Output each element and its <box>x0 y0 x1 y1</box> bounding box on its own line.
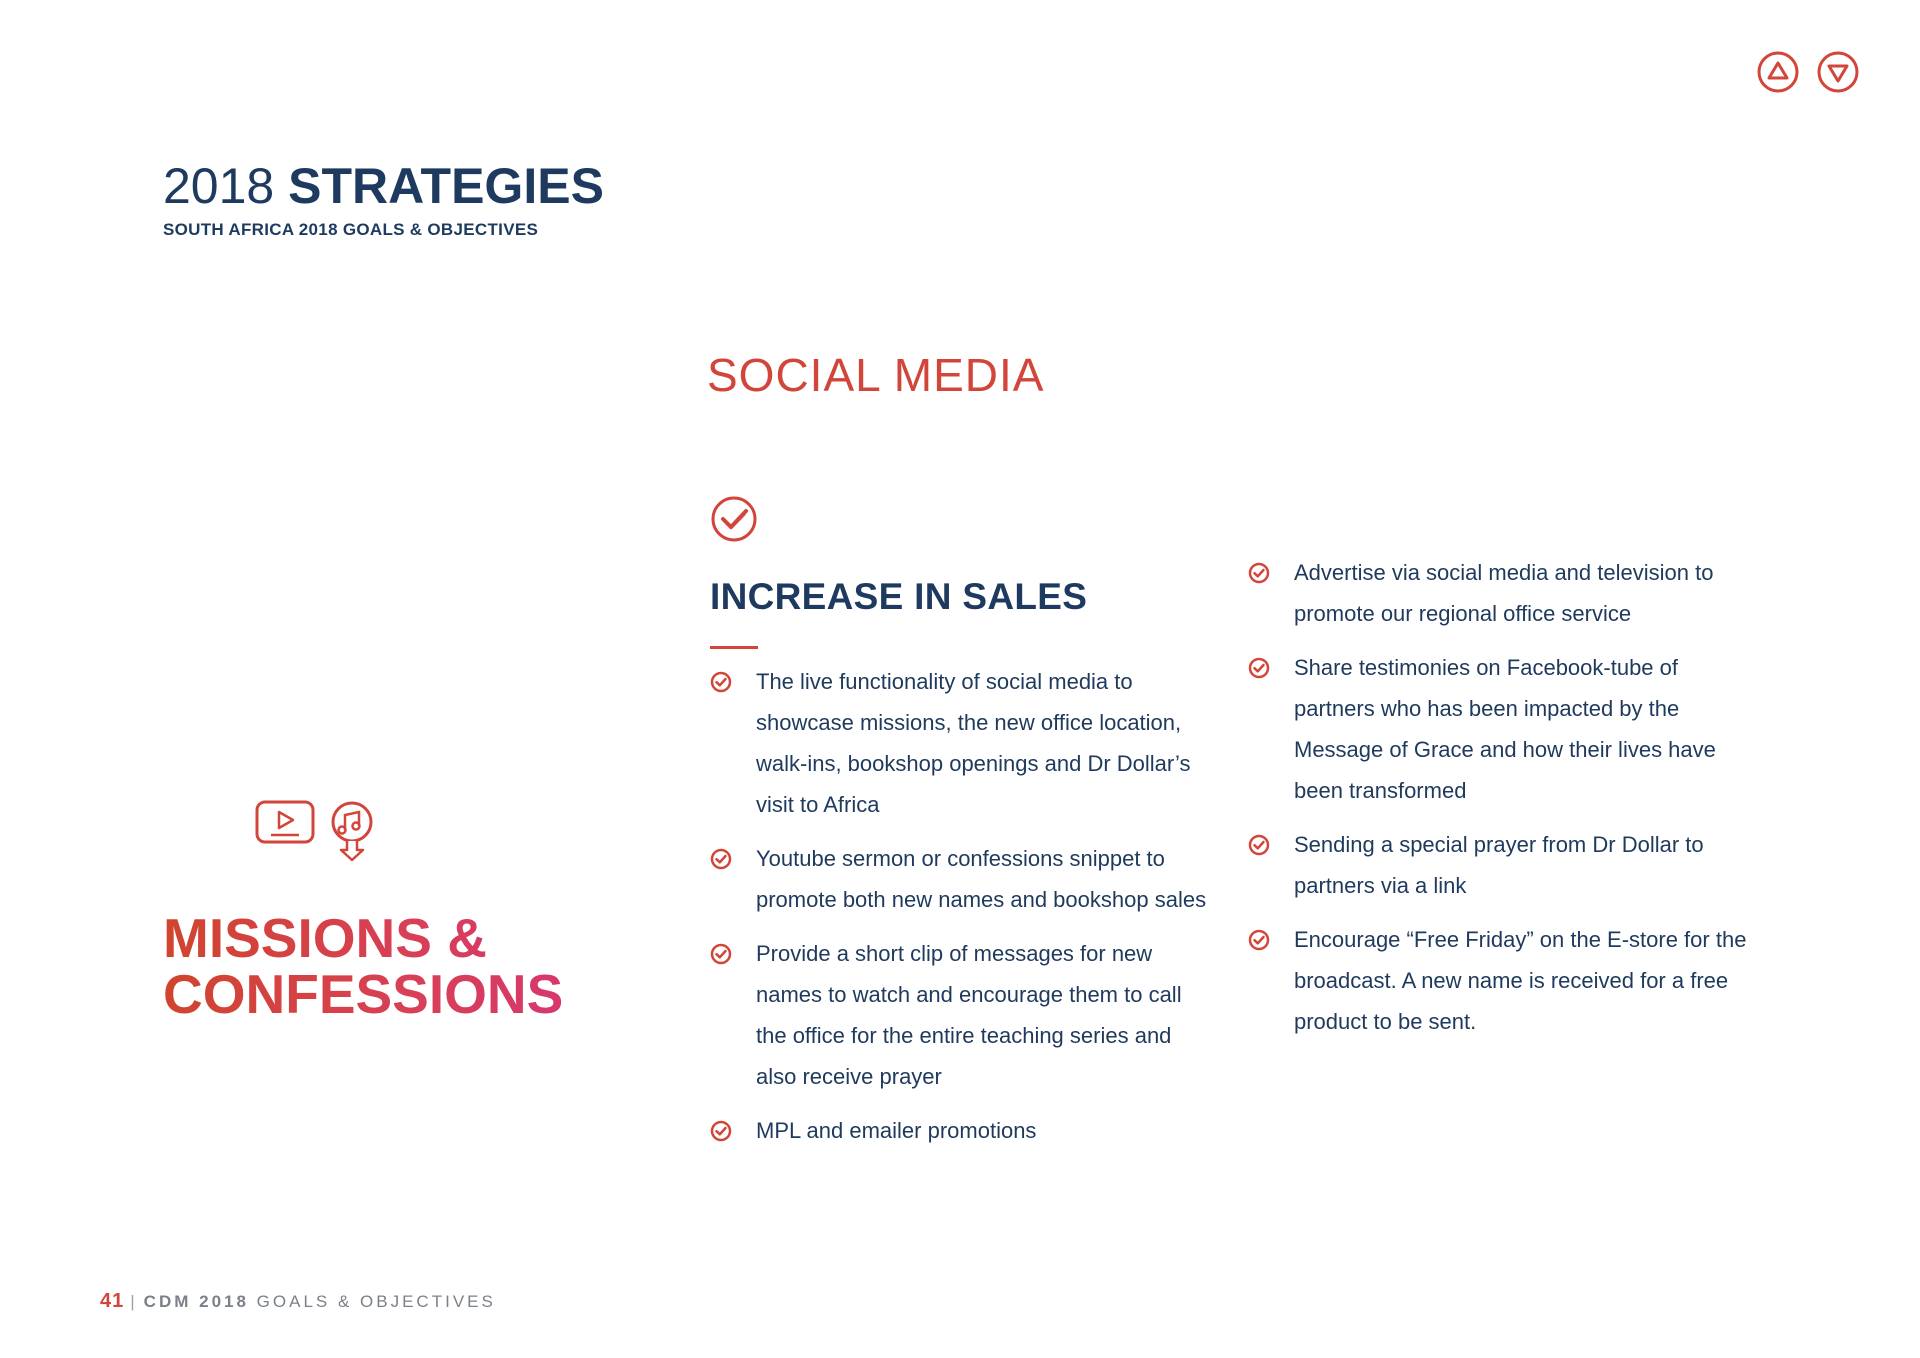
footer-label: GOALS & OBJECTIVES <box>256 1292 496 1311</box>
list-item-text: Youtube sermon or confessions snippet to promote both new names and bookshop sales <box>756 846 1207 912</box>
music-download-icon <box>329 800 375 862</box>
check-circle-icon <box>710 1120 732 1142</box>
list-item-text: Share testimonies on Facebook-tube of partners who has been impacted by the Message of Grace and how their lives have been transformed <box>1294 655 1716 803</box>
missions-line-2: CONFESSIONS <box>163 963 564 1025</box>
check-circle-icon <box>1248 562 1270 584</box>
check-circle-icon <box>710 671 732 693</box>
title-year: 2018 <box>163 158 275 214</box>
list-item <box>1248 824 1748 906</box>
strategies-list <box>1248 552 1748 1042</box>
sales-list <box>710 661 1210 1151</box>
list-item <box>1248 919 1748 1042</box>
list-item <box>710 1110 1210 1151</box>
increase-in-sales-heading: INCREASE IN SALES <box>710 576 1088 617</box>
check-circle-icon <box>1248 657 1270 679</box>
footer-brand: CDM 2018 <box>143 1292 249 1311</box>
list-item-text: MPL and emailer promotions <box>756 1118 1037 1143</box>
page-subtitle: SOUTH AFRICA 2018 GOALS & OBJECTIVES <box>163 220 539 239</box>
list-item-text: Sending a special prayer from Dr Dollar to partners via a link <box>1294 832 1704 898</box>
next-page-icon[interactable] <box>1816 50 1860 94</box>
check-circle-icon <box>710 848 732 870</box>
section-title: SOCIAL MEDIA <box>707 349 1045 401</box>
footer-separator: | <box>130 1292 138 1311</box>
title-strategies: STRATEGIES <box>288 158 604 214</box>
page-footer <box>100 1290 496 1313</box>
page-title <box>163 158 604 214</box>
list-item-text: The live functionality of social media to showcase missions, the new office location, walk-ins, bookshop openings and Dr Dollar’s visit to Africa <box>756 669 1191 817</box>
list-item <box>710 838 1210 920</box>
check-circle-icon <box>710 943 732 965</box>
media-icons <box>255 800 375 862</box>
list-item <box>710 933 1210 1097</box>
list-item-text: Advertise via social media and television to promote our regional office service <box>1294 560 1714 626</box>
heading-divider <box>710 646 758 649</box>
page-navigation <box>1756 50 1860 94</box>
check-circle-icon <box>1248 929 1270 951</box>
list-item-text: Provide a short clip of messages for new names to watch and encourage them to call the office for the entire teaching series and also receive prayer <box>756 941 1182 1089</box>
missions-confessions-title <box>163 907 564 1025</box>
page-header <box>163 158 604 240</box>
check-circle-icon <box>710 495 758 543</box>
column-increase-in-sales <box>710 495 1210 1164</box>
video-play-icon <box>255 800 315 844</box>
list-item-text: Encourage “Free Friday” on the E-store for the broadcast. A new name is received for a free product to be sent. <box>1294 927 1747 1034</box>
previous-page-icon[interactable] <box>1756 50 1800 94</box>
missions-line-1: MISSIONS & <box>163 907 487 969</box>
list-item <box>1248 647 1748 811</box>
list-item <box>1248 552 1748 634</box>
column-strategies-2 <box>1248 552 1748 1055</box>
page-number: 41 <box>100 1290 125 1312</box>
list-item <box>710 661 1210 825</box>
check-circle-icon <box>1248 834 1270 856</box>
